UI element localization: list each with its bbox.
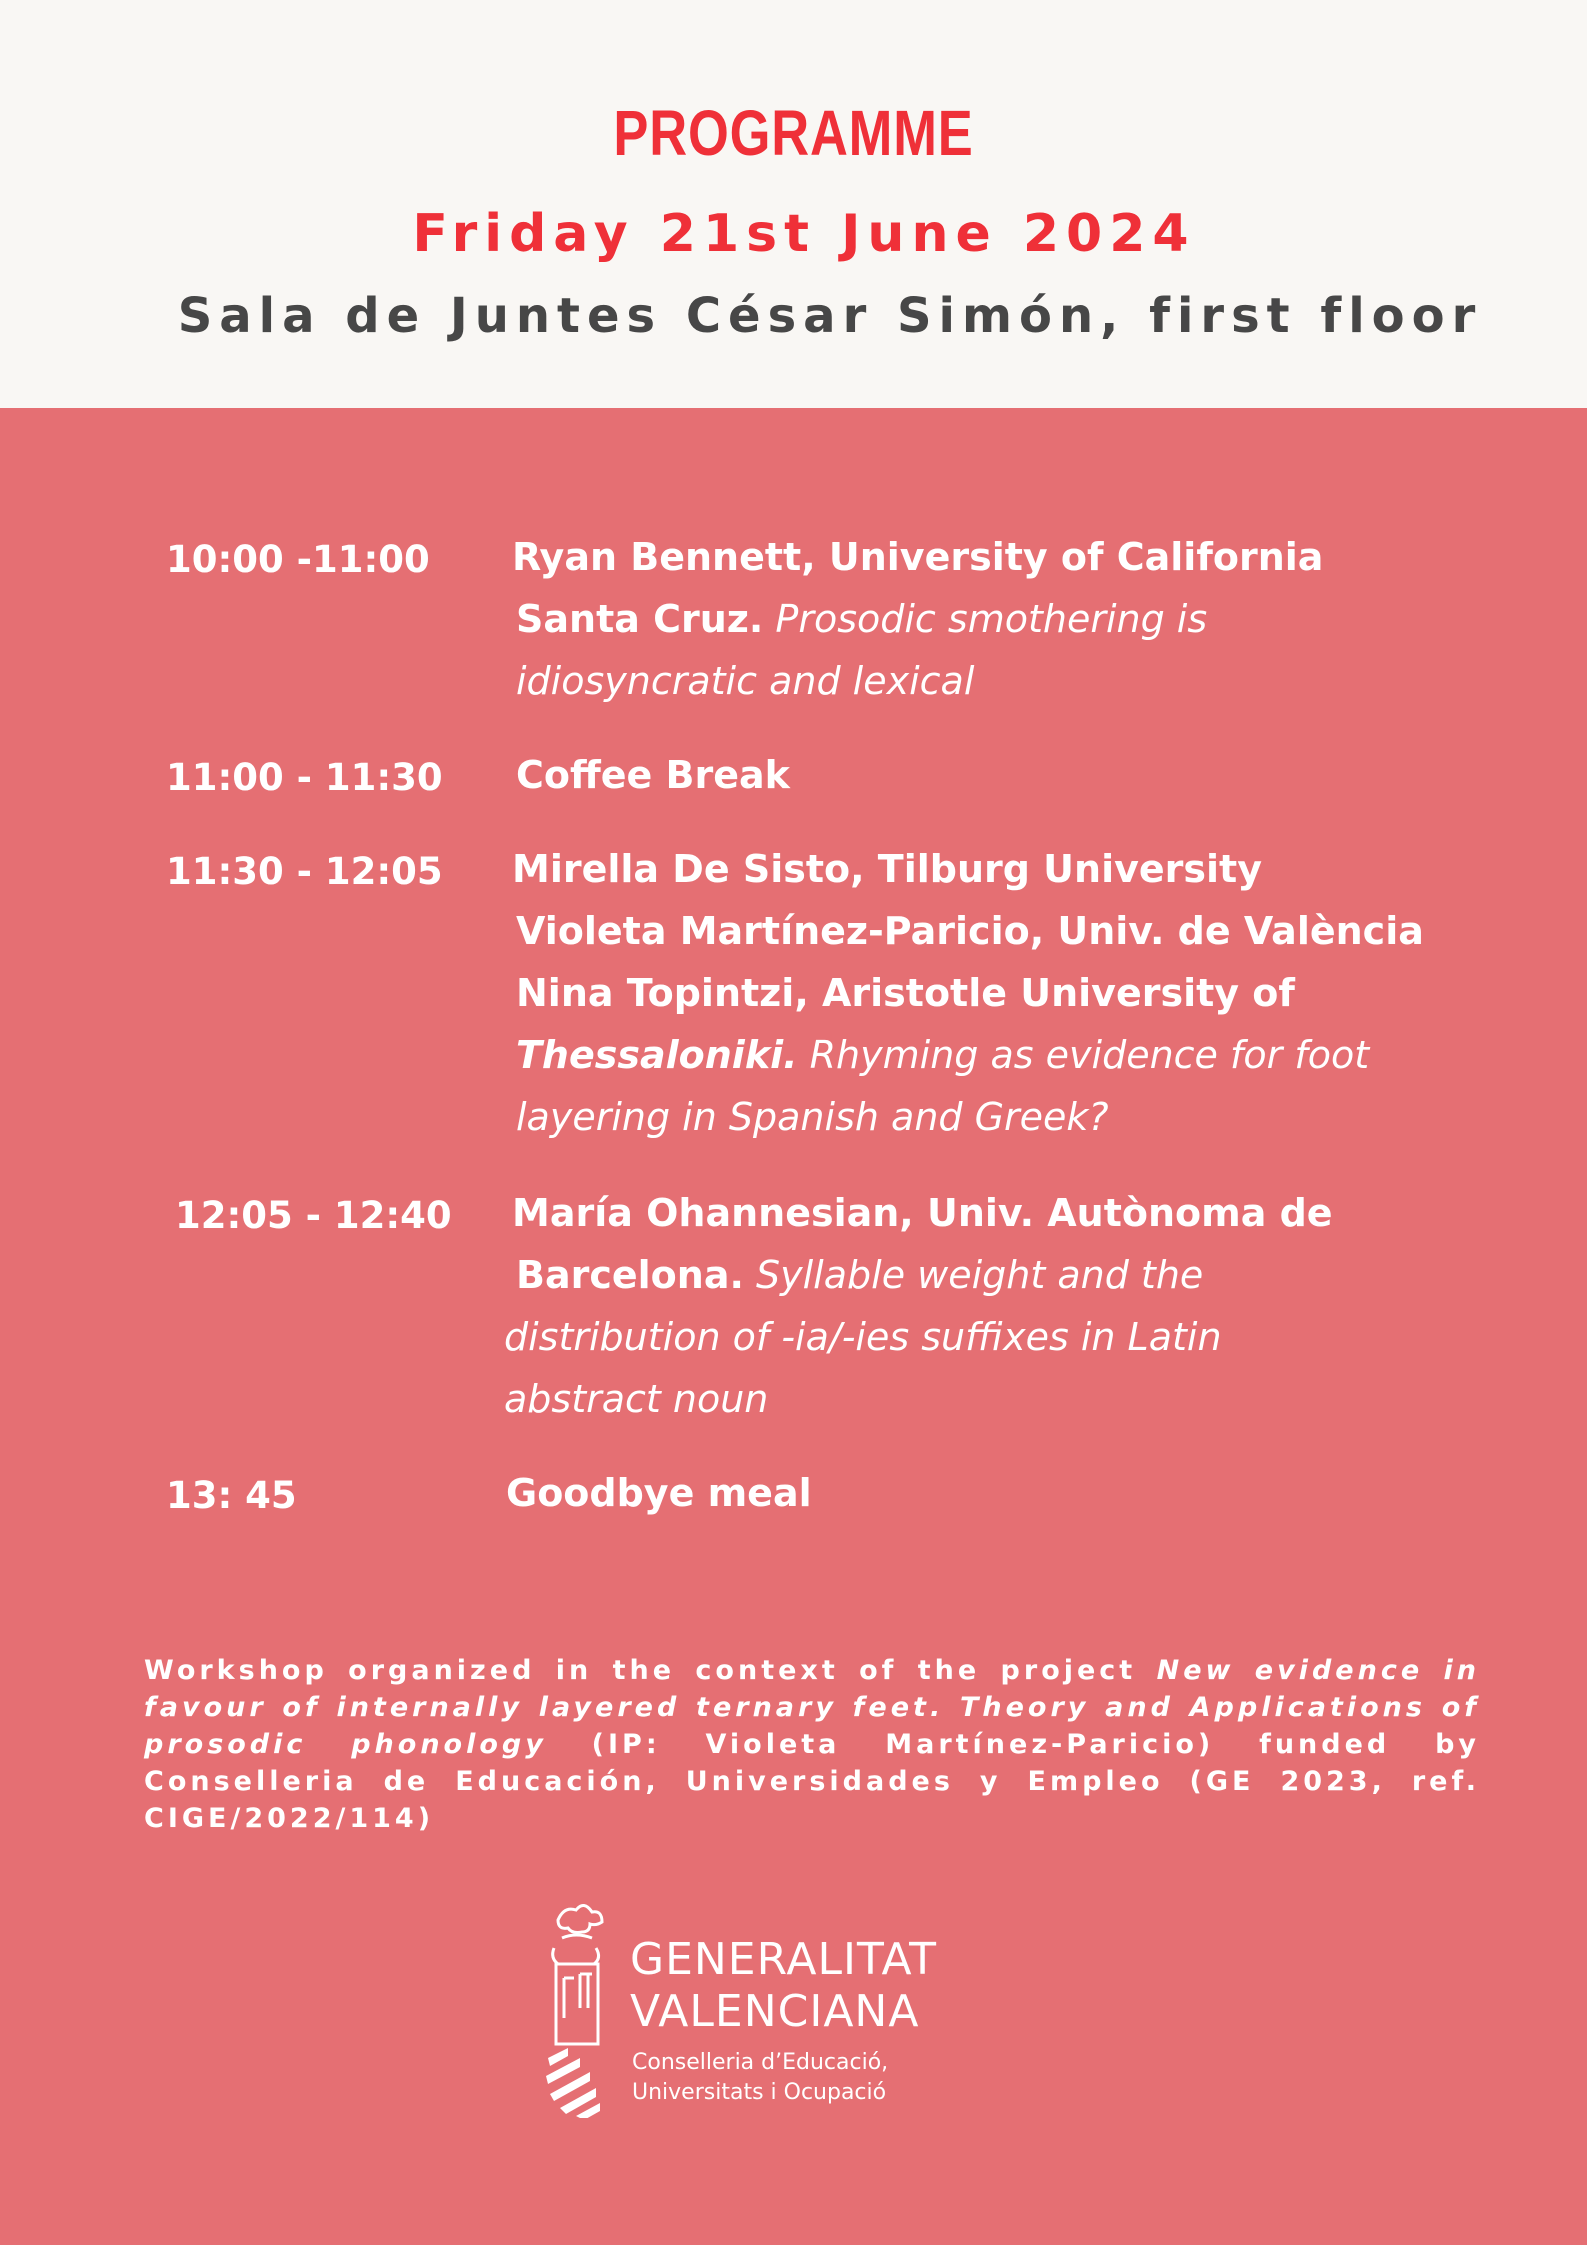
logo-department-line: Universitats i Ocupació <box>632 2080 887 2105</box>
logo-name-line: GENERALITAT <box>630 1934 938 1985</box>
speaker: Mirella De Sisto, Tilburg University <box>512 847 1262 891</box>
entry-time: 11:30 - 12:05 <box>166 850 443 893</box>
entry-description <box>506 1462 1506 1524</box>
speaker: Barcelona. <box>516 1253 744 1297</box>
desc-line <box>512 838 1512 900</box>
desc-line <box>504 1306 1512 1368</box>
talk-title: Syllable weight and the <box>743 1253 1204 1297</box>
logo-name <box>630 1934 937 2038</box>
entry-time: 10:00 -11:00 <box>166 538 430 581</box>
desc-line <box>512 588 1512 650</box>
desc-line <box>512 962 1512 1024</box>
entry-time: 12:05 - 12:40 <box>175 1194 452 1237</box>
desc-line <box>512 650 1512 712</box>
logo-department-line: Conselleria d’Educació, <box>632 2050 889 2075</box>
talk-title: layering in Spanish and Greek? <box>516 1095 1109 1139</box>
generalitat-logo <box>540 1898 980 2118</box>
funding-note-intro: Workshop organized in the context of the project <box>144 1655 1157 1686</box>
desc-line <box>512 900 1512 962</box>
desc-line <box>516 744 1516 806</box>
logo-name-line: VALENCIANA <box>630 1986 920 2037</box>
speaker: Violeta Martínez-Paricio, Univ. de València <box>516 909 1424 953</box>
event-venue: Sala de Juntes César Simón, first floor <box>177 288 1483 344</box>
project-title: New evidence in favour of internally layered ternary feet. Theory and Applications of prosodic phonology <box>144 1655 1480 1760</box>
schedule-section <box>0 408 1587 2245</box>
desc-line <box>512 1182 1512 1244</box>
funding-note-details: (IP: Violeta Martínez-Paricio) funded by Conselleria de Educación, Universidades y Empleo (GE 2023, ref. CIGE/2022/114) <box>144 1729 1481 1834</box>
event-date: Friday 21st June 2024 <box>412 204 1196 264</box>
speaker: Santa Cruz. <box>516 597 764 641</box>
page-title: PROGRAMME <box>613 97 974 169</box>
entry-description <box>512 526 1512 712</box>
funding-note <box>144 1652 1480 1837</box>
speaker: Thessaloniki. <box>516 1033 798 1077</box>
coat-of-arms-icon <box>540 1898 620 2118</box>
logo-department <box>632 2048 888 2108</box>
session-title: Coffee Break <box>516 753 790 797</box>
entry-description <box>512 838 1512 1148</box>
talk-title: abstract noun <box>504 1377 769 1421</box>
entry-description <box>516 744 1516 806</box>
entry-time: 13: 45 <box>166 1474 297 1517</box>
speaker: Nina Topintzi, Aristotle University of <box>516 971 1295 1015</box>
desc-line <box>506 1462 1506 1524</box>
talk-title: distribution of -ia/-ies suffixes in Latin <box>504 1315 1222 1359</box>
entry-time: 11:00 - 11:30 <box>166 756 443 799</box>
talk-title: Prosodic smothering is <box>763 597 1208 641</box>
session-title: Goodbye meal <box>506 1471 812 1515</box>
header <box>0 0 1587 408</box>
desc-line <box>512 1244 1512 1306</box>
talk-title: idiosyncratic and lexical <box>516 659 975 703</box>
speaker: Ryan Bennett, University of California <box>512 535 1324 579</box>
talk-title: Rhyming as evidence for foot <box>797 1033 1370 1077</box>
desc-line <box>512 1024 1512 1086</box>
speaker: María Ohannesian, Univ. Autònoma de <box>512 1191 1333 1235</box>
desc-line <box>512 526 1512 588</box>
entry-description <box>504 1182 1512 1430</box>
desc-line <box>504 1368 1512 1430</box>
desc-line <box>512 1086 1512 1148</box>
